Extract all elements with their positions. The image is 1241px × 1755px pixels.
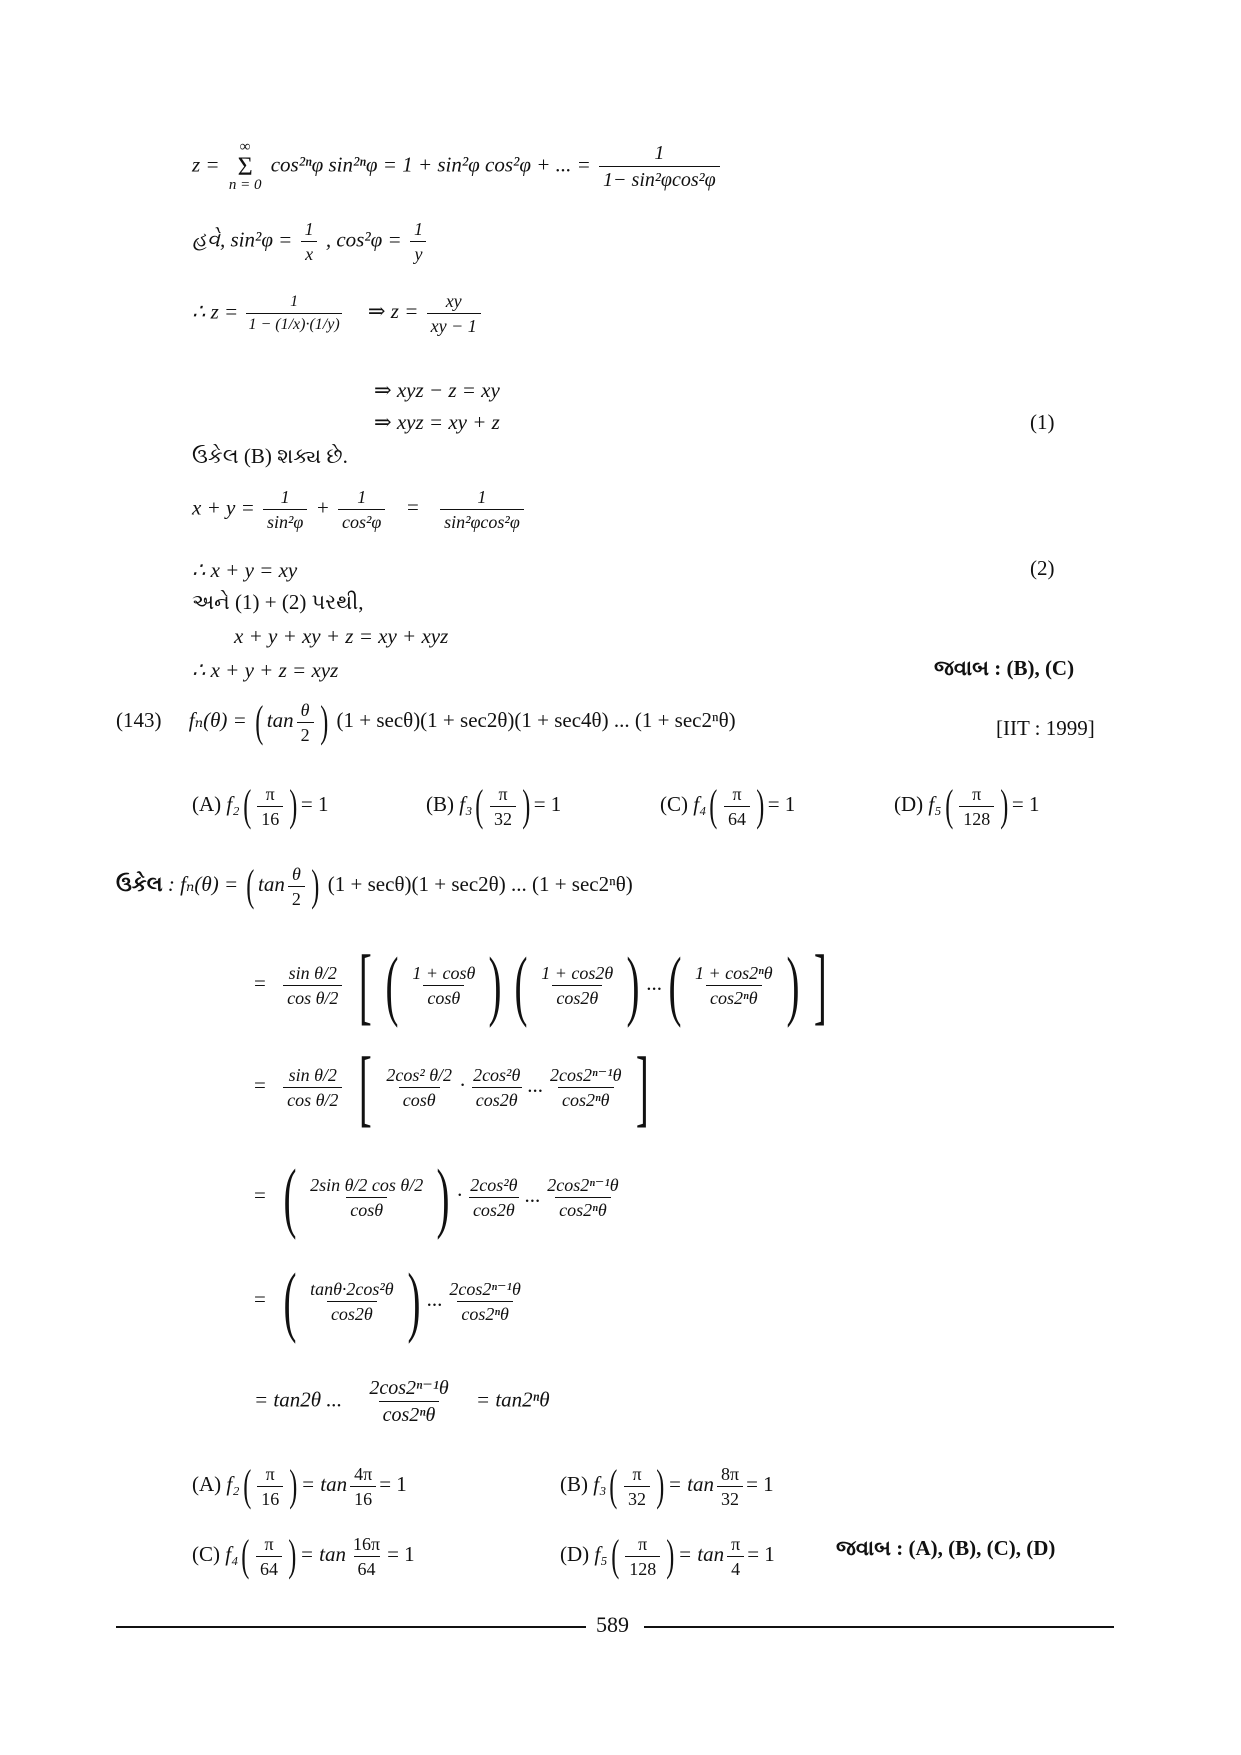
footer-rule-right — [644, 1626, 1114, 1628]
answer-intro: જવાબ : (B), (C) — [934, 656, 1075, 680]
option-b: (B) f₃( $\frac{\pi}{32}$ ) = 1 — [426, 781, 562, 830]
question-number: (143) — [116, 707, 162, 732]
series-body: cos²ⁿφ sin²ⁿφ = 1 + sin²φ cos²φ + ... = — [270, 152, 591, 177]
question-143: (143) fₙ(θ) = ( tan $\frac{\theta}{2}$ ) (1 + secθ)(1 + sec2θ)(1 + sec4θ) ... (1 + sec2ⁿθ) — [116, 697, 736, 746]
option-d: (D) f₅( $\frac{\pi}{128}$ ) = 1 — [894, 781, 1040, 830]
line-implies-1: ⇒ xyz − z = xy — [374, 378, 500, 402]
line-x-plus-y: x + y = $\frac{1}{\text{sin²φ}}$ + $\frac{1}{\text{cos²φ}}$ = $\frac{1}{\text{sin²φcos²φ}}$ — [192, 488, 527, 531]
answer-143: જવાબ : (A), (B), (C), (D) — [836, 1536, 1056, 1560]
line-substitution: હવે, sin²φ = $\frac{1}{x}$ , cos²φ = $\frac{1}{y}$ — [192, 220, 430, 263]
solution-step-3: = $\frac{\text{sin θ/2}}{\text{cos θ/2}}$ [ $\frac{\text{2cos² θ/2}}{\cos\theta}$ · $\frac{\text{2cos²θ}}{\cos 2\theta}$ ... $\frac{\text{2cos2ⁿ⁻¹θ}}{\text{cos2ⁿθ}}$ ] — [254, 1039, 650, 1135]
check-c: (C) f₄( $\frac{\pi}{64}$ ) = tan $\frac{16\pi}{64}$ = 1 — [192, 1531, 415, 1580]
footer-rule-left — [116, 1626, 586, 1628]
option-a: (A) f₂( $\frac{\pi}{16}$ ) = 1 — [192, 781, 329, 830]
z-lhs: z = — [192, 152, 225, 177]
equation-tag-1: (1) — [1030, 410, 1055, 434]
line-z-result: ∴ z = $\frac{1}{1 - (1/x)\cdot(1/y)}$ ⇒ z = $\frac{xy}{xy - 1}$ — [192, 292, 484, 335]
question-source: [IIT : 1999] — [996, 716, 1095, 740]
series-sum-fraction: $\frac{1}{\text{1− sin²φcos²φ}}$ — [599, 143, 720, 190]
solution-heading: ઉકેલ — [116, 871, 163, 896]
solution-step-5: = ( $\frac{\text{tanθ·2cos²θ}}{\cos 2\theta}$ ) ... $\frac{\text{2cos2ⁿ⁻¹θ}}{\text{cos2ⁿθ}}$ — [254, 1257, 521, 1344]
line-x-plus-y-xy: ∴ x + y = xy — [192, 558, 298, 582]
line-implies-2: ⇒ xyz = xy + z — [374, 410, 500, 434]
check-a: (A) f₂( $\frac{\pi}{16}$ ) = tan $\frac{4\pi}{16}$ = 1 — [192, 1461, 407, 1510]
solution-line-1: ઉકેલ : fₙ(θ) = ( tan $\frac{\theta}{2}$ ) (1 + secθ)(1 + sec2θ) ... (1 + sec2ⁿθ) — [116, 861, 633, 910]
solution-b-possible: ઉકેલ (B) શક્ય છે. — [192, 444, 348, 468]
line-sum: x + y + xy + z = xy + xyz — [234, 624, 449, 648]
solution-step-4: = ( $\frac{\text{2sin θ/2 cos θ/2}}{\cos\theta}$ ) · $\frac{\text{2cos²θ}}{\cos 2\theta}$ ... $\frac{\text{2cos2ⁿ⁻¹θ}}{\text{cos2ⁿθ}}$ — [254, 1153, 619, 1240]
line-final: ∴ x + y + z = xyz — [192, 658, 339, 682]
check-d: (D) f₅( $\frac{\pi}{128}$ ) = tan $\frac{\pi}{4}$ = 1 — [560, 1531, 775, 1580]
line-z-series — [192, 140, 723, 193]
solution-step-6: = tan2θ ... $\frac{\text{2cos2ⁿ⁻¹θ}}{\text{cos2ⁿθ}}$ = tan2ⁿθ — [254, 1377, 550, 1426]
line-from-1-2: અને (1) + (2) પરથી, — [192, 590, 364, 614]
equation-tag-2: (2) — [1030, 556, 1055, 580]
page-number: 589 — [596, 1612, 629, 1637]
check-b: (B) f₃( $\frac{\pi}{32}$ ) = tan $\frac{8\pi}{32}$ = 1 — [560, 1461, 774, 1510]
option-c: (C) f₄( $\frac{\pi}{64}$ ) = 1 — [660, 781, 796, 830]
sigma-symbol: ∞ Σ n = 0 — [228, 139, 262, 194]
solution-step-2: = $\frac{\text{sin θ/2}}{\text{cos θ/2}}$ [ ( $\frac{1 + \cos\theta}{\cos\theta}$ ) ( $\frac{1 + \cos 2\theta}{\cos 2\theta}$ ) ...( $\frac{\text{1 + cos2ⁿθ}}{\text{cos2ⁿθ}}$ ) ] — [254, 937, 827, 1033]
